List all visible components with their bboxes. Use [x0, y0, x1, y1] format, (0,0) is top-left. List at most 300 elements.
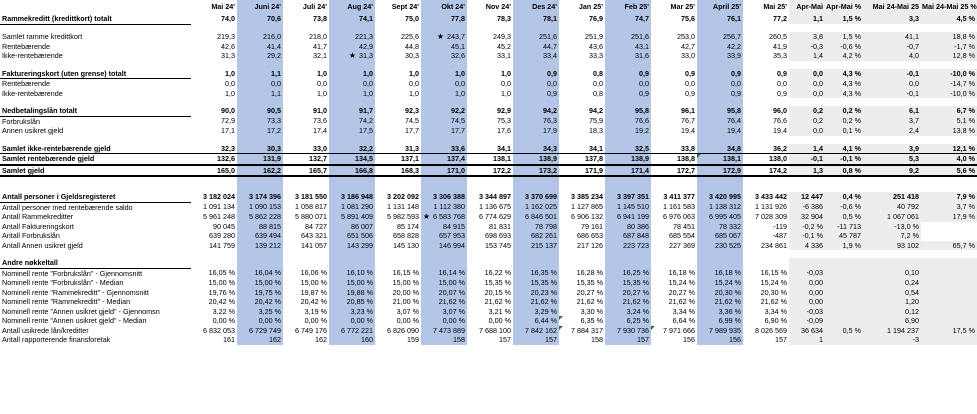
data-cell[interactable]	[191, 231, 237, 241]
data-cell[interactable]	[237, 79, 283, 89]
data-cell[interactable]	[743, 154, 789, 165]
data-cell[interactable]	[921, 326, 977, 336]
data-cell[interactable]	[825, 69, 863, 79]
data-cell[interactable]	[237, 98, 283, 106]
data-cell[interactable]	[863, 106, 921, 116]
data-cell[interactable]	[559, 202, 605, 212]
data-cell[interactable]	[921, 192, 977, 202]
data-cell[interactable]	[329, 288, 375, 298]
data-cell[interactable]	[513, 61, 559, 69]
column-header[interactable]: Des 24'	[513, 0, 559, 14]
data-cell[interactable]	[421, 288, 467, 298]
data-cell[interactable]	[825, 326, 863, 336]
data-cell[interactable]	[921, 14, 977, 24]
data-cell[interactable]	[191, 116, 237, 126]
data-cell[interactable]	[697, 106, 743, 116]
data-cell[interactable]	[743, 326, 789, 336]
data-cell[interactable]	[237, 250, 283, 258]
data-cell[interactable]	[237, 268, 283, 278]
data-cell[interactable]	[513, 51, 559, 61]
data-cell[interactable]	[375, 136, 421, 144]
data-cell[interactable]	[467, 106, 513, 116]
data-cell[interactable]	[921, 268, 977, 278]
data-cell[interactable]	[421, 184, 467, 192]
data-cell[interactable]	[237, 212, 283, 222]
data-cell[interactable]	[921, 184, 977, 192]
data-cell[interactable]	[283, 165, 329, 177]
data-cell[interactable]	[375, 42, 421, 52]
data-cell[interactable]	[651, 32, 697, 42]
data-cell[interactable]	[921, 297, 977, 307]
data-cell[interactable]	[825, 126, 863, 136]
data-cell[interactable]	[697, 297, 743, 307]
data-cell[interactable]	[283, 116, 329, 126]
data-cell[interactable]	[513, 241, 559, 251]
row-label[interactable]	[0, 32, 191, 42]
data-cell[interactable]	[559, 24, 605, 32]
data-cell[interactable]	[237, 42, 283, 52]
data-cell[interactable]	[191, 297, 237, 307]
data-cell[interactable]	[329, 176, 375, 184]
data-cell[interactable]	[743, 61, 789, 69]
data-cell[interactable]	[375, 14, 421, 24]
data-cell[interactable]	[789, 231, 825, 241]
data-cell[interactable]	[789, 335, 825, 345]
data-cell[interactable]	[651, 297, 697, 307]
data-cell[interactable]	[467, 222, 513, 232]
data-cell[interactable]	[329, 106, 375, 116]
data-cell[interactable]	[651, 154, 697, 165]
data-cell[interactable]	[329, 42, 375, 52]
data-cell[interactable]	[651, 89, 697, 99]
data-cell[interactable]	[863, 268, 921, 278]
data-cell[interactable]	[559, 288, 605, 298]
data-cell[interactable]	[375, 116, 421, 126]
data-cell[interactable]	[283, 14, 329, 24]
data-cell[interactable]	[283, 42, 329, 52]
data-cell[interactable]	[375, 106, 421, 116]
data-cell[interactable]	[863, 222, 921, 232]
data-cell[interactable]	[191, 184, 237, 192]
data-cell[interactable]	[825, 335, 863, 345]
column-header[interactable]: Mar 25'	[670, 2, 695, 11]
data-cell[interactable]	[237, 116, 283, 126]
data-cell[interactable]	[605, 288, 651, 298]
data-cell[interactable]	[743, 32, 789, 42]
data-cell[interactable]	[863, 212, 921, 222]
data-cell[interactable]	[825, 106, 863, 116]
data-cell[interactable]	[329, 32, 375, 42]
data-cell[interactable]	[651, 176, 697, 184]
data-cell[interactable]	[513, 14, 559, 24]
data-cell[interactable]	[825, 250, 863, 258]
data-cell[interactable]	[191, 14, 237, 24]
data-cell[interactable]	[863, 136, 921, 144]
row-label[interactable]	[0, 144, 191, 154]
row-label[interactable]	[0, 288, 191, 298]
data-cell[interactable]	[283, 154, 329, 165]
data-cell[interactable]	[421, 126, 467, 136]
data-cell[interactable]	[743, 307, 789, 317]
data-cell[interactable]	[743, 98, 789, 106]
data-cell[interactable]	[467, 98, 513, 106]
data-cell[interactable]	[605, 126, 651, 136]
data-cell[interactable]	[651, 212, 697, 222]
data-cell[interactable]	[651, 288, 697, 298]
data-cell[interactable]	[375, 307, 421, 317]
data-cell[interactable]	[237, 316, 283, 326]
data-cell[interactable]	[375, 79, 421, 89]
data-cell[interactable]	[921, 136, 977, 144]
data-cell[interactable]	[237, 278, 283, 288]
data-cell[interactable]	[825, 136, 863, 144]
data-cell[interactable]	[863, 326, 921, 336]
data-cell[interactable]	[921, 51, 977, 61]
data-cell[interactable]	[697, 316, 743, 326]
data-cell[interactable]	[329, 24, 375, 32]
data-cell[interactable]	[789, 144, 825, 154]
data-cell[interactable]	[329, 192, 375, 202]
data-cell[interactable]	[825, 14, 863, 24]
data-cell[interactable]	[375, 184, 421, 192]
data-cell[interactable]	[467, 184, 513, 192]
data-cell[interactable]	[697, 241, 743, 251]
data-cell[interactable]	[559, 61, 605, 69]
data-cell[interactable]	[329, 51, 375, 61]
data-cell[interactable]	[651, 14, 697, 24]
data-cell[interactable]	[329, 184, 375, 192]
data-cell[interactable]	[467, 42, 513, 52]
data-cell[interactable]	[825, 42, 863, 52]
data-cell[interactable]	[743, 89, 789, 99]
data-cell[interactable]	[237, 258, 283, 268]
data-cell[interactable]	[825, 288, 863, 298]
data-cell[interactable]	[467, 61, 513, 69]
data-cell[interactable]	[559, 231, 605, 241]
data-cell[interactable]	[375, 192, 421, 202]
data-cell[interactable]	[789, 268, 825, 278]
data-cell[interactable]	[375, 51, 421, 61]
data-cell[interactable]	[375, 202, 421, 212]
data-cell[interactable]	[421, 106, 467, 116]
data-cell[interactable]	[605, 98, 651, 106]
data-cell[interactable]	[605, 116, 651, 126]
data-cell[interactable]	[467, 258, 513, 268]
data-cell[interactable]	[863, 297, 921, 307]
data-cell[interactable]	[237, 176, 283, 184]
data-cell[interactable]	[697, 126, 743, 136]
data-cell[interactable]	[559, 154, 605, 165]
data-cell[interactable]	[421, 307, 467, 317]
data-cell[interactable]	[513, 326, 559, 336]
row-label[interactable]	[0, 222, 191, 232]
data-cell[interactable]	[651, 335, 697, 345]
data-cell[interactable]	[329, 212, 375, 222]
data-cell[interactable]	[789, 61, 825, 69]
data-cell[interactable]	[237, 307, 283, 317]
data-cell[interactable]	[559, 176, 605, 184]
data-cell[interactable]	[697, 250, 743, 258]
data-cell[interactable]	[651, 98, 697, 106]
data-cell[interactable]	[191, 98, 237, 106]
row-label[interactable]	[0, 42, 191, 52]
data-cell[interactable]	[513, 69, 559, 79]
data-cell[interactable]	[421, 326, 467, 336]
data-cell[interactable]	[191, 144, 237, 154]
data-cell[interactable]	[283, 176, 329, 184]
row-label[interactable]	[0, 136, 191, 144]
data-cell[interactable]	[921, 89, 977, 99]
data-cell[interactable]	[237, 192, 283, 202]
data-cell[interactable]	[559, 222, 605, 232]
data-cell[interactable]	[283, 326, 329, 336]
data-cell[interactable]	[283, 24, 329, 32]
data-cell[interactable]	[863, 126, 921, 136]
data-cell[interactable]	[329, 165, 375, 177]
row-label[interactable]	[0, 176, 191, 184]
data-cell[interactable]	[697, 176, 743, 184]
data-cell[interactable]	[559, 184, 605, 192]
row-label[interactable]	[0, 335, 191, 345]
data-cell[interactable]	[421, 98, 467, 106]
data-cell[interactable]	[789, 192, 825, 202]
data-cell[interactable]	[513, 268, 559, 278]
data-cell[interactable]	[513, 98, 559, 106]
data-cell[interactable]	[513, 297, 559, 307]
data-cell[interactable]	[743, 106, 789, 116]
data-cell[interactable]	[825, 258, 863, 268]
data-cell[interactable]	[559, 98, 605, 106]
data-cell[interactable]	[191, 222, 237, 232]
data-cell[interactable]	[421, 79, 467, 89]
data-cell[interactable]	[513, 307, 559, 317]
data-cell[interactable]	[651, 192, 697, 202]
data-cell[interactable]	[697, 116, 743, 126]
data-cell[interactable]	[921, 98, 977, 106]
data-cell[interactable]	[191, 42, 237, 52]
column-header[interactable]: Mai 24'	[211, 2, 235, 11]
data-cell[interactable]	[329, 268, 375, 278]
data-cell[interactable]	[513, 32, 559, 42]
data-cell[interactable]	[513, 202, 559, 212]
data-cell[interactable]	[697, 278, 743, 288]
data-cell[interactable]	[283, 98, 329, 106]
data-cell[interactable]	[863, 98, 921, 106]
data-cell[interactable]	[237, 24, 283, 32]
data-cell[interactable]	[329, 202, 375, 212]
data-cell[interactable]	[743, 192, 789, 202]
data-cell[interactable]	[863, 241, 921, 251]
data-cell[interactable]	[421, 250, 467, 258]
data-cell[interactable]	[651, 326, 697, 336]
data-cell[interactable]	[191, 61, 237, 69]
data-cell[interactable]	[697, 79, 743, 89]
data-cell[interactable]	[191, 335, 237, 345]
data-cell[interactable]	[825, 184, 863, 192]
data-cell[interactable]	[789, 116, 825, 126]
data-cell[interactable]	[559, 326, 605, 336]
data-cell[interactable]	[605, 335, 651, 345]
data-cell[interactable]	[697, 51, 743, 61]
data-cell[interactable]	[329, 241, 375, 251]
data-cell[interactable]	[697, 335, 743, 345]
data-cell[interactable]	[237, 335, 283, 345]
data-cell[interactable]	[329, 222, 375, 232]
data-cell[interactable]	[863, 307, 921, 317]
data-cell[interactable]	[921, 212, 977, 222]
data-cell[interactable]	[513, 250, 559, 258]
data-cell[interactable]	[421, 212, 467, 222]
data-cell[interactable]	[421, 51, 467, 61]
data-cell[interactable]	[513, 258, 559, 268]
data-cell[interactable]	[921, 202, 977, 212]
data-cell[interactable]	[237, 288, 283, 298]
data-cell[interactable]	[559, 126, 605, 136]
data-cell[interactable]	[651, 126, 697, 136]
data-cell[interactable]	[329, 278, 375, 288]
data-cell[interactable]	[789, 136, 825, 144]
data-cell[interactable]	[467, 154, 513, 165]
row-label[interactable]	[0, 116, 191, 126]
data-cell[interactable]	[825, 79, 863, 89]
data-cell[interactable]	[421, 297, 467, 307]
data-cell[interactable]	[467, 165, 513, 177]
column-header[interactable]: Jan 25'	[578, 2, 603, 11]
data-cell[interactable]	[559, 278, 605, 288]
data-cell[interactable]	[467, 307, 513, 317]
data-cell[interactable]	[421, 176, 467, 184]
data-cell[interactable]	[513, 136, 559, 144]
data-cell[interactable]	[743, 79, 789, 89]
data-cell[interactable]	[605, 69, 651, 79]
row-label[interactable]	[0, 307, 191, 317]
data-cell[interactable]	[191, 51, 237, 61]
data-cell[interactable]	[329, 144, 375, 154]
data-cell[interactable]	[921, 24, 977, 32]
data-cell[interactable]	[559, 192, 605, 202]
data-cell[interactable]	[651, 241, 697, 251]
data-cell[interactable]	[921, 106, 977, 116]
data-cell[interactable]	[421, 144, 467, 154]
row-label[interactable]	[0, 98, 191, 106]
row-label[interactable]	[0, 106, 191, 116]
row-label[interactable]	[0, 231, 191, 241]
row-label[interactable]	[0, 268, 191, 278]
column-header[interactable]: Juli 24'	[302, 2, 327, 11]
data-cell[interactable]	[863, 144, 921, 154]
data-cell[interactable]	[375, 231, 421, 241]
data-cell[interactable]	[921, 307, 977, 317]
data-cell[interactable]	[651, 42, 697, 52]
data-cell[interactable]	[921, 288, 977, 298]
data-cell[interactable]	[329, 250, 375, 258]
data-cell[interactable]	[467, 202, 513, 212]
data-cell[interactable]	[789, 126, 825, 136]
data-cell[interactable]	[421, 14, 467, 24]
column-header[interactable]: Juni 24'	[237, 0, 283, 14]
data-cell[interactable]	[825, 278, 863, 288]
data-cell[interactable]	[651, 79, 697, 89]
data-cell[interactable]	[605, 165, 651, 177]
data-cell[interactable]	[467, 89, 513, 99]
data-cell[interactable]	[283, 335, 329, 345]
data-cell[interactable]	[651, 278, 697, 288]
data-cell[interactable]	[559, 116, 605, 126]
data-cell[interactable]	[825, 307, 863, 317]
data-cell[interactable]	[789, 24, 825, 32]
data-cell[interactable]	[421, 335, 467, 345]
data-cell[interactable]	[191, 326, 237, 336]
data-cell[interactable]	[825, 24, 863, 32]
data-cell[interactable]	[421, 278, 467, 288]
data-cell[interactable]	[743, 278, 789, 288]
data-cell[interactable]	[605, 268, 651, 278]
data-cell[interactable]	[743, 165, 789, 177]
data-cell[interactable]	[697, 258, 743, 268]
data-cell[interactable]	[651, 316, 697, 326]
data-cell[interactable]	[697, 14, 743, 24]
data-cell[interactable]	[329, 116, 375, 126]
data-cell[interactable]	[513, 106, 559, 116]
data-cell[interactable]	[697, 184, 743, 192]
data-cell[interactable]	[605, 136, 651, 144]
column-header[interactable]: Mai 24-Mai 25	[863, 0, 921, 14]
data-cell[interactable]	[191, 316, 237, 326]
data-cell[interactable]	[375, 297, 421, 307]
data-cell[interactable]	[283, 288, 329, 298]
data-cell[interactable]	[329, 297, 375, 307]
data-cell[interactable]	[421, 61, 467, 69]
data-cell[interactable]	[697, 154, 743, 165]
data-cell[interactable]	[283, 222, 329, 232]
data-cell[interactable]	[789, 326, 825, 336]
data-cell[interactable]	[559, 51, 605, 61]
data-cell[interactable]	[375, 212, 421, 222]
data-cell[interactable]	[467, 335, 513, 345]
data-cell[interactable]	[237, 297, 283, 307]
data-cell[interactable]	[283, 136, 329, 144]
data-cell[interactable]	[283, 184, 329, 192]
data-cell[interactable]	[467, 297, 513, 307]
column-header[interactable]: Feb 25'	[605, 0, 651, 14]
data-cell[interactable]	[651, 222, 697, 232]
data-cell[interactable]	[467, 51, 513, 61]
data-cell[interactable]	[559, 106, 605, 116]
data-cell[interactable]	[237, 61, 283, 69]
data-cell[interactable]	[921, 116, 977, 126]
data-cell[interactable]	[825, 202, 863, 212]
data-cell[interactable]	[467, 136, 513, 144]
data-cell[interactable]	[697, 42, 743, 52]
data-cell[interactable]	[605, 222, 651, 232]
data-cell[interactable]	[559, 42, 605, 52]
data-cell[interactable]	[605, 258, 651, 268]
data-cell[interactable]	[283, 32, 329, 42]
data-cell[interactable]	[789, 165, 825, 177]
data-cell[interactable]	[283, 297, 329, 307]
column-header[interactable]: April 25'	[697, 0, 743, 14]
data-cell[interactable]	[375, 222, 421, 232]
data-cell[interactable]	[375, 24, 421, 32]
data-cell[interactable]	[743, 202, 789, 212]
data-cell[interactable]	[467, 24, 513, 32]
column-header[interactable]: Nov 24'	[485, 2, 511, 11]
data-cell[interactable]	[921, 32, 977, 42]
data-cell[interactable]	[559, 268, 605, 278]
data-cell[interactable]	[825, 268, 863, 278]
data-cell[interactable]	[921, 61, 977, 69]
data-cell[interactable]	[191, 24, 237, 32]
